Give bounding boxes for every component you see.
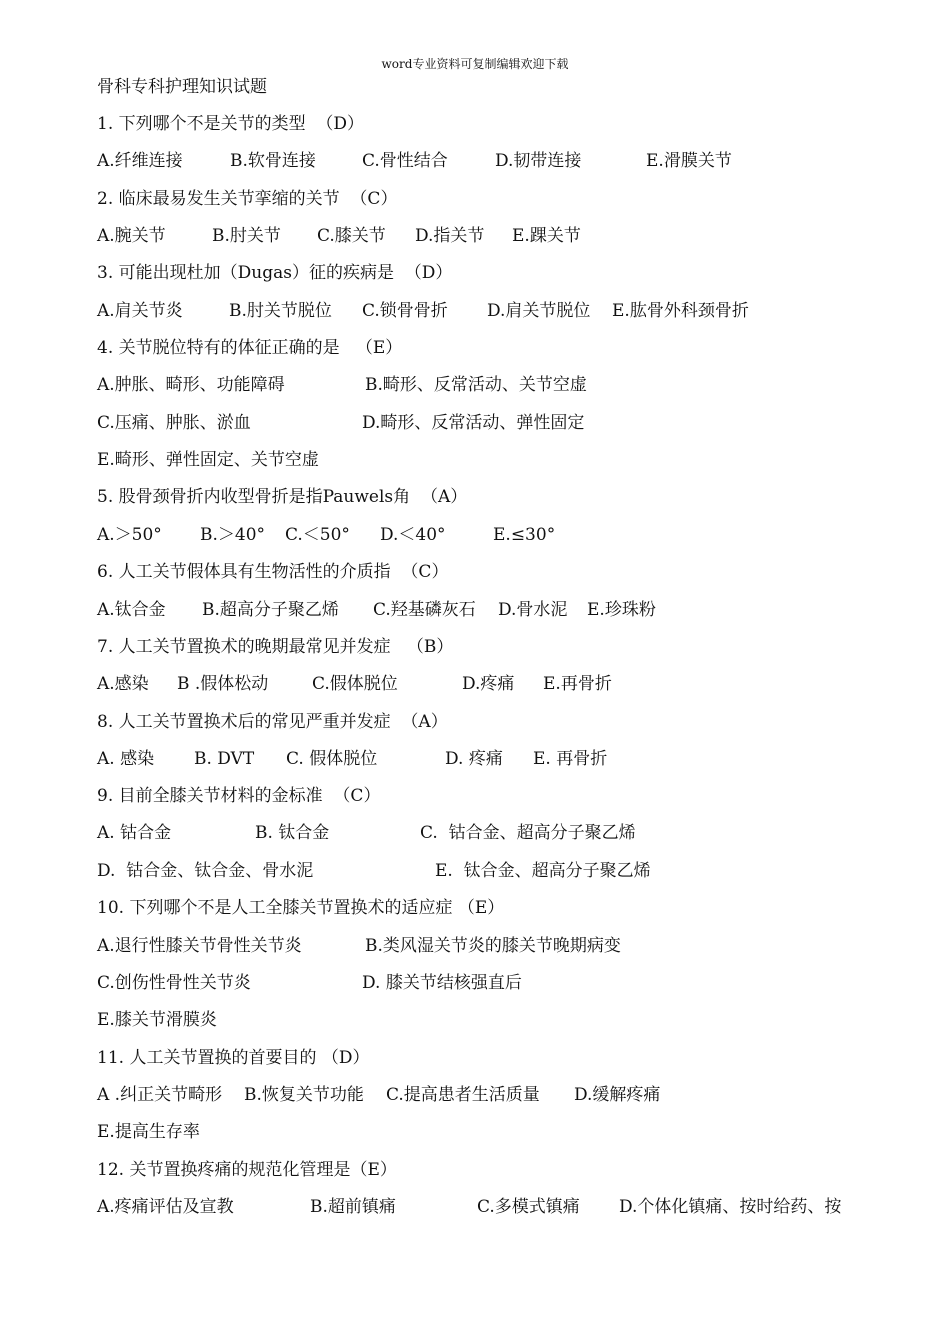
option-c: C. 钴合金、超高分子聚乙烯 bbox=[420, 823, 636, 843]
question-4-options-row-1 bbox=[97, 374, 857, 396]
question-6: 6. 人工关节假体具有生物活性的介质指 （C） bbox=[97, 562, 449, 582]
option-a: A.纤维连接 bbox=[97, 151, 183, 171]
option-c: C.＜50° bbox=[285, 525, 350, 545]
option-c: C.创伤性骨性关节炎 bbox=[97, 973, 251, 993]
option-e: E.踝关节 bbox=[512, 226, 581, 246]
page-header: word专业资料可复制编辑欢迎下载 bbox=[381, 57, 569, 71]
question-12-options bbox=[97, 1196, 872, 1218]
option-c: C.膝关节 bbox=[317, 226, 386, 246]
option-e: E.膝关节滑膜炎 bbox=[97, 1010, 217, 1030]
option-b: B .假体松动 bbox=[177, 674, 269, 694]
option-a: A. 钴合金 bbox=[97, 823, 172, 843]
question-10-options-row-1 bbox=[97, 935, 857, 957]
option-d: D. 膝关节结核强直后 bbox=[362, 973, 522, 993]
option-a: A.钛合金 bbox=[97, 600, 166, 620]
option-d: D.缓解疼痛 bbox=[574, 1085, 661, 1105]
question-9: 9. 目前全膝关节材料的金标准 （C） bbox=[97, 786, 381, 806]
question-9-options-row-2 bbox=[97, 860, 857, 882]
option-a: A.肩关节炎 bbox=[97, 301, 183, 321]
option-c: C.锁骨骨折 bbox=[362, 301, 448, 321]
option-d: D.韧带连接 bbox=[495, 151, 582, 171]
question-11: 11. 人工关节置换的首要目的 （D） bbox=[97, 1048, 370, 1068]
question-4-options-row-2 bbox=[97, 412, 857, 434]
option-b: B.软骨连接 bbox=[230, 151, 316, 171]
option-b: B.＞40° bbox=[200, 525, 266, 545]
question-10-options-row-2 bbox=[97, 972, 857, 994]
question-1-options bbox=[97, 150, 857, 172]
question-7-options bbox=[97, 673, 857, 695]
question-5-options bbox=[97, 524, 857, 546]
option-d: D. 钴合金、钛合金、骨水泥 bbox=[97, 861, 314, 881]
question-5: 5. 股骨颈骨折内收型骨折是指Pauwels角 （A） bbox=[97, 487, 468, 507]
option-b: B.肘关节 bbox=[212, 226, 281, 246]
option-d: D.＜40° bbox=[380, 525, 446, 545]
option-c: C.提高患者生活质量 bbox=[386, 1085, 540, 1105]
question-8: 8. 人工关节置换术后的常见严重并发症 （A） bbox=[97, 712, 448, 732]
question-3: 3. 可能出现杜加（Dugas）征的疾病是 （D） bbox=[97, 263, 453, 283]
option-e: E.≤30° bbox=[493, 525, 556, 545]
option-d: D. 疼痛 bbox=[445, 749, 503, 769]
option-a: A.疼痛评估及宣教 bbox=[97, 1197, 234, 1217]
option-c: C.假体脱位 bbox=[312, 674, 398, 694]
option-d: D.骨水泥 bbox=[498, 600, 568, 620]
question-12: 12. 关节置换疼痛的规范化管理是（E） bbox=[97, 1160, 397, 1180]
option-d: D.肩关节脱位 bbox=[487, 301, 591, 321]
option-a: A.肿胀、畸形、功能障碍 bbox=[97, 375, 285, 395]
question-4: 4. 关节脱位特有的体征正确的是 （E） bbox=[97, 338, 403, 358]
option-c: C.骨性结合 bbox=[362, 151, 448, 171]
question-3-options bbox=[97, 300, 857, 322]
option-d: D.指关节 bbox=[415, 226, 485, 246]
option-b: B.肘关节脱位 bbox=[229, 301, 332, 321]
option-e: E.肱骨外科颈骨折 bbox=[612, 301, 749, 321]
option-a: A.退行性膝关节骨性关节炎 bbox=[97, 936, 302, 956]
option-b: B.恢复关节功能 bbox=[244, 1085, 364, 1105]
option-c: C.多模式镇痛 bbox=[477, 1197, 580, 1217]
question-1: 1. 下列哪个不是关节的类型 （D） bbox=[97, 114, 365, 134]
question-2: 2. 临床最易发生关节挛缩的关节 （C） bbox=[97, 189, 398, 209]
option-b: B.超前镇痛 bbox=[310, 1197, 396, 1217]
option-b: B.类风湿关节炎的膝关节晚期病变 bbox=[365, 936, 621, 956]
option-a: A.＞50° bbox=[97, 525, 162, 545]
option-e: E. 再骨折 bbox=[533, 749, 608, 769]
option-d: D.疼痛 bbox=[462, 674, 515, 694]
question-6-options bbox=[97, 599, 857, 621]
option-e: E.畸形、弹性固定、关节空虚 bbox=[97, 450, 319, 470]
option-b: B.超高分子聚乙烯 bbox=[202, 600, 339, 620]
option-b: B. DVT bbox=[194, 749, 255, 769]
option-e: E.提高生存率 bbox=[97, 1122, 200, 1142]
option-c: C.压痛、肿胀、淤血 bbox=[97, 413, 251, 433]
question-7: 7. 人工关节置换术的晚期最常见并发症 （B） bbox=[97, 637, 454, 657]
question-9-options-row-1 bbox=[97, 822, 857, 844]
question-8-options bbox=[97, 748, 857, 770]
option-c: C. 假体脱位 bbox=[286, 749, 378, 769]
option-a: A.腕关节 bbox=[97, 226, 166, 246]
question-10: 10. 下列哪个不是人工全膝关节置换术的适应症 （E） bbox=[97, 898, 505, 918]
option-c: C.羟基磷灰石 bbox=[373, 600, 476, 620]
question-2-options bbox=[97, 225, 857, 247]
option-d: D.畸形、反常活动、弹性固定 bbox=[362, 413, 585, 433]
option-a: A.感染 bbox=[97, 674, 149, 694]
document-title: 骨科专科护理知识试题 bbox=[97, 77, 267, 97]
option-b: B. 钛合金 bbox=[255, 823, 330, 843]
option-e: E.滑膜关节 bbox=[646, 151, 732, 171]
option-a: A. 感染 bbox=[97, 749, 155, 769]
option-a: A .纠正关节畸形 bbox=[97, 1085, 223, 1105]
option-e: E. 钛合金、超高分子聚乙烯 bbox=[435, 861, 651, 881]
option-d: D.个体化镇痛、按时给药、按 bbox=[619, 1197, 842, 1217]
question-11-options bbox=[97, 1084, 857, 1106]
option-b: B.畸形、反常活动、关节空虚 bbox=[365, 375, 587, 395]
option-e: E.再骨折 bbox=[543, 674, 612, 694]
option-e: E.珍珠粉 bbox=[587, 600, 656, 620]
